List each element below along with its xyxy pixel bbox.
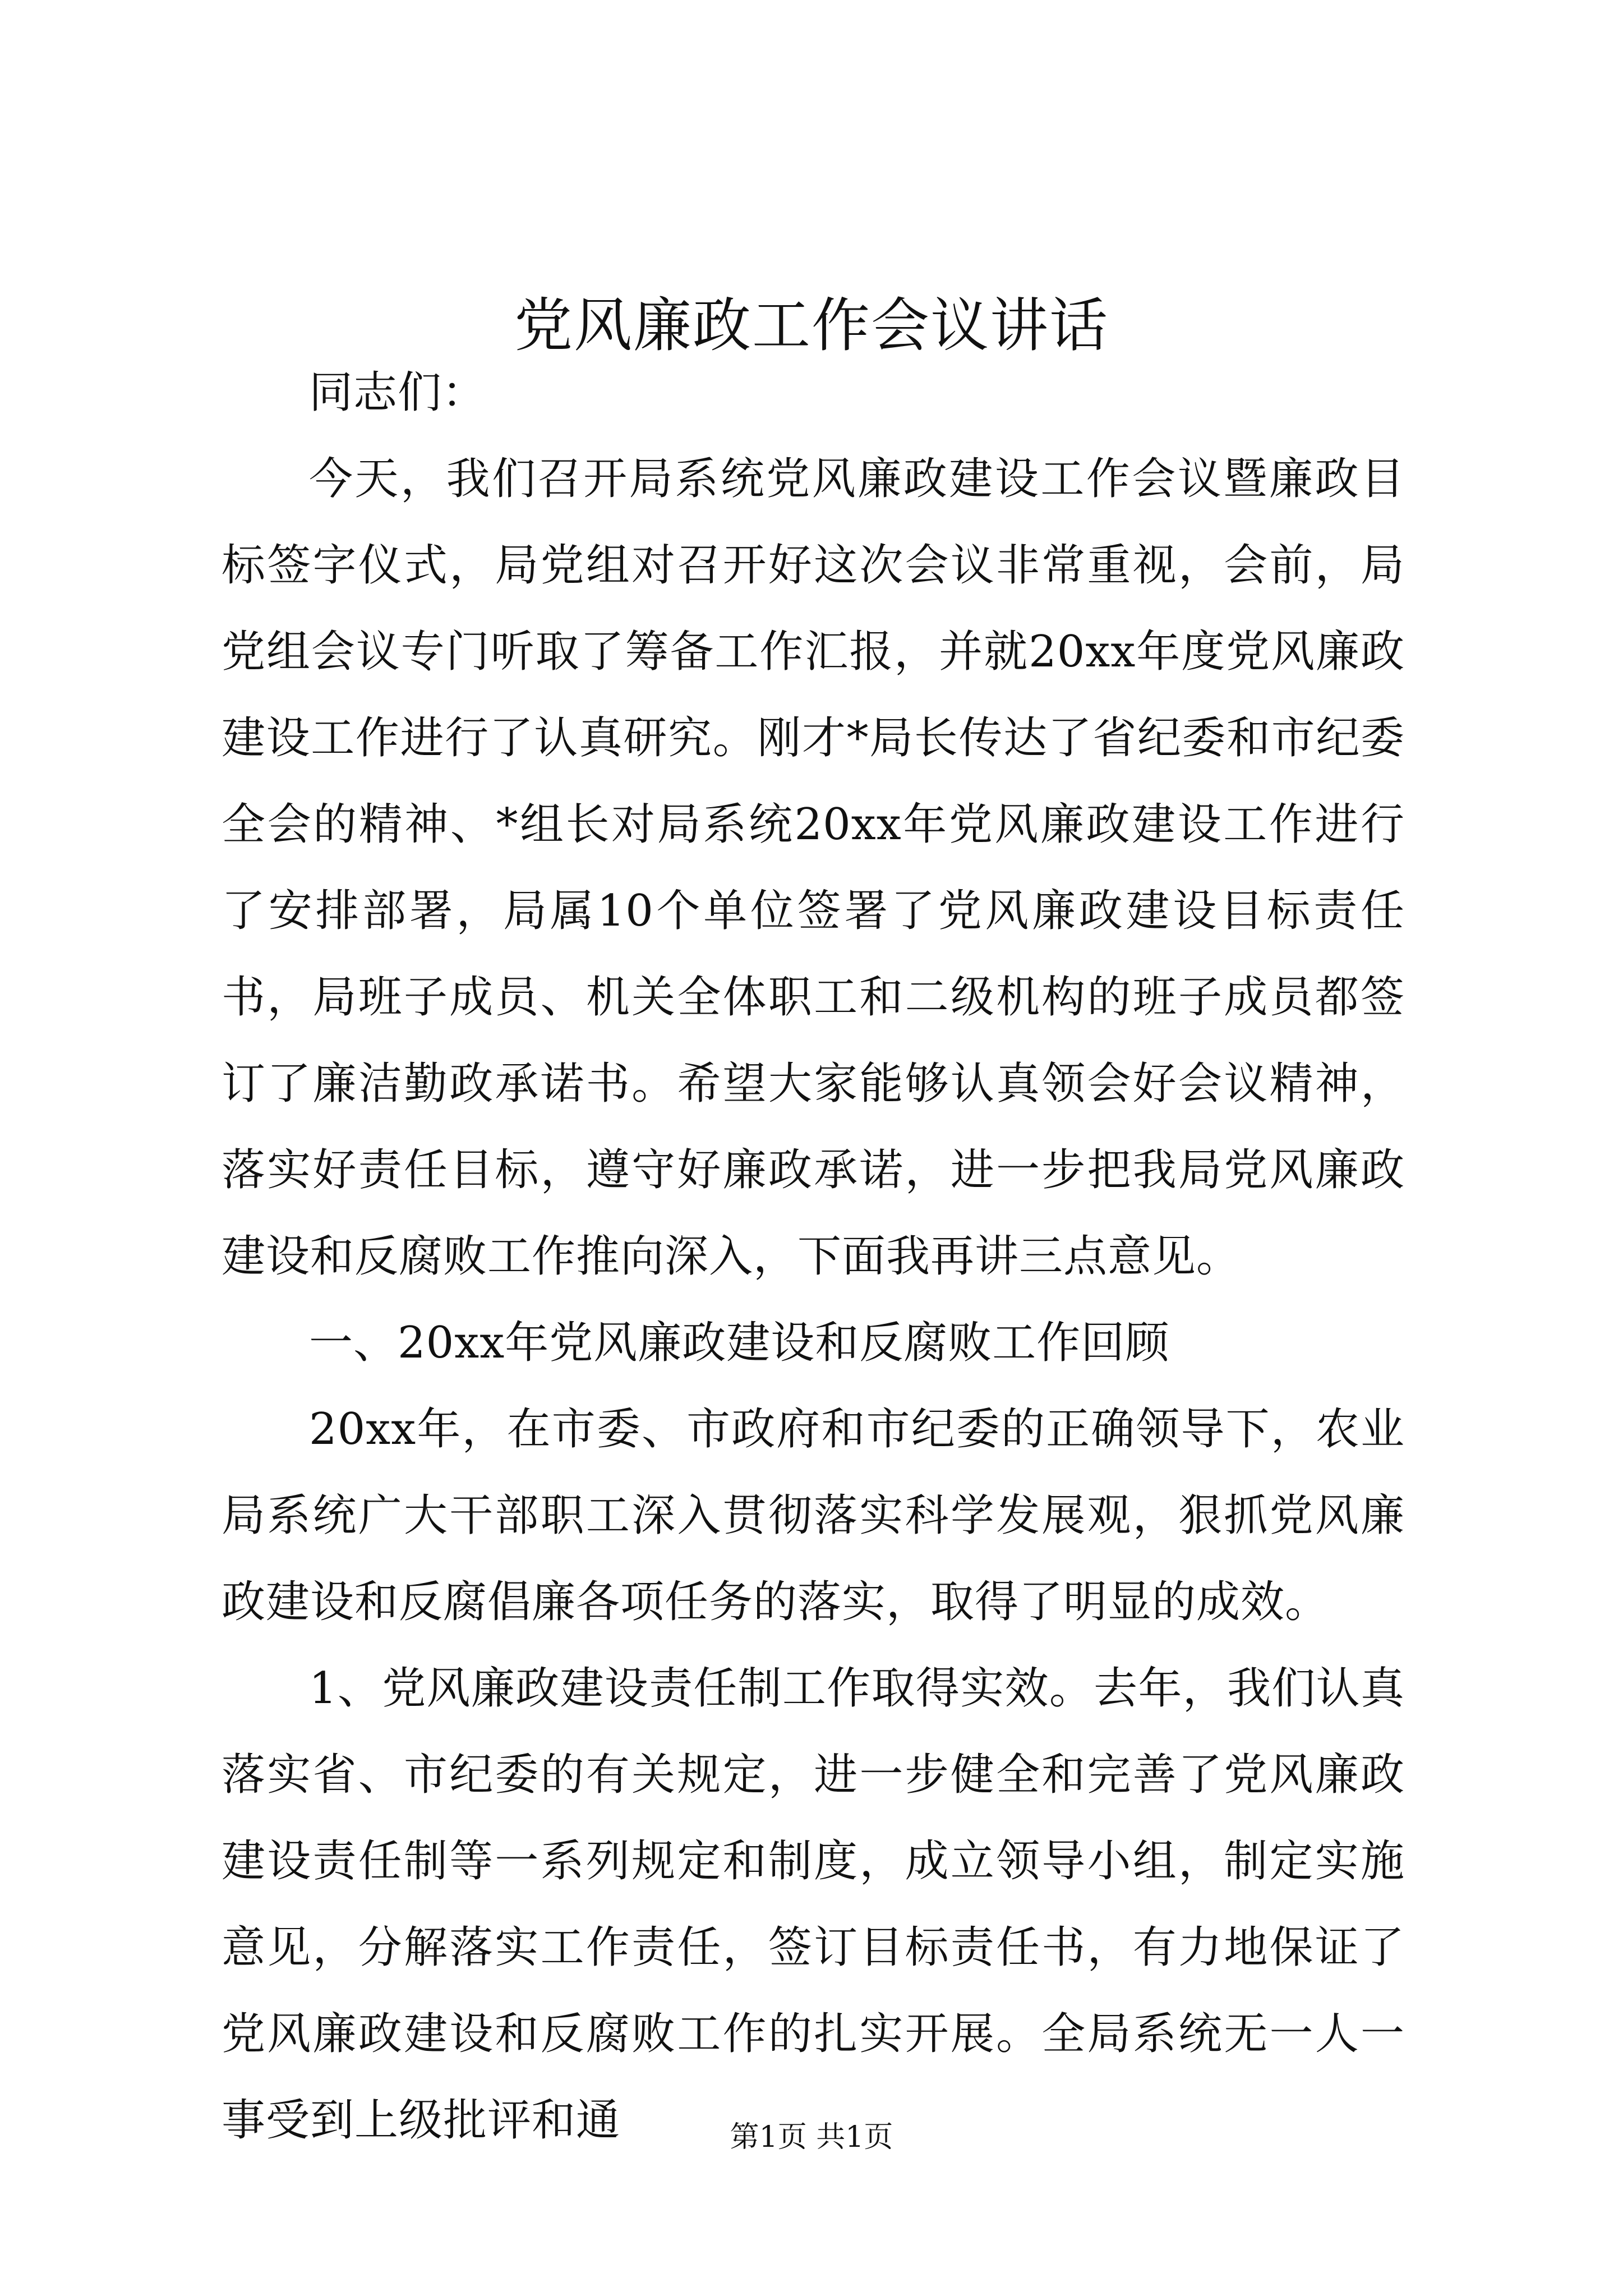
greeting-paragraph: 同志们：: [309, 367, 487, 418]
document-body: [222, 349, 1405, 2164]
section-heading: 一、20xx年党风廉政建设和反腐败工作回顾: [309, 1318, 1170, 1368]
page-footer: 第1页 共1页: [730, 2120, 893, 2154]
review-paragraph: 20xx年，在市委、市政府和市纪委的正确领导下，农业局系统广大干部职工深入贯彻落实科学发展观，狠抓党风廉政建设和反腐倡廉各项任务的落实，取得了明显的成效。: [222, 1404, 1405, 1627]
document-title: 党风廉政工作会议讲话: [514, 291, 1109, 360]
point-one-paragraph: 1、党风廉政建设责任制工作取得实效。去年，我们认真落实省、市纪委的有关规定，进一步健全和完善了党风廉政建设责任制等一系列规定和制度，成立领导小组，制定实施意见，分解落实工作责任，签订目标责任书，有力地保证了党风廉政建设和反腐败工作的扎实开展。全局系统无一人一事受到上级批评和通: [222, 1663, 1405, 2146]
intro-paragraph: 今天，我们召开局系统党风廉政建设工作会议暨廉政目标签字仪式，局党组对召开好这次会议非常重视，会前，局党组会议专门听取了筹备工作汇报，并就20xx年度党风廉政建设工作进行了认真研究。刚才*局长传达了省纪委和市纪委全会的精神、*组长对局系统20xx年党风廉政建设工作进行了安排部署，局属10个单位签署了党风廉政建设目标责任书，局班子成员、机关全体职工和二级机构的班子成员都签订了廉洁勤政承诺书。希望大家能够认真领会好会议精神，落实好责任目标，遵守好廉政承诺，进一步把我局党风廉政建设和反腐败工作推向深入，下面我再讲三点意见。: [222, 454, 1405, 1282]
